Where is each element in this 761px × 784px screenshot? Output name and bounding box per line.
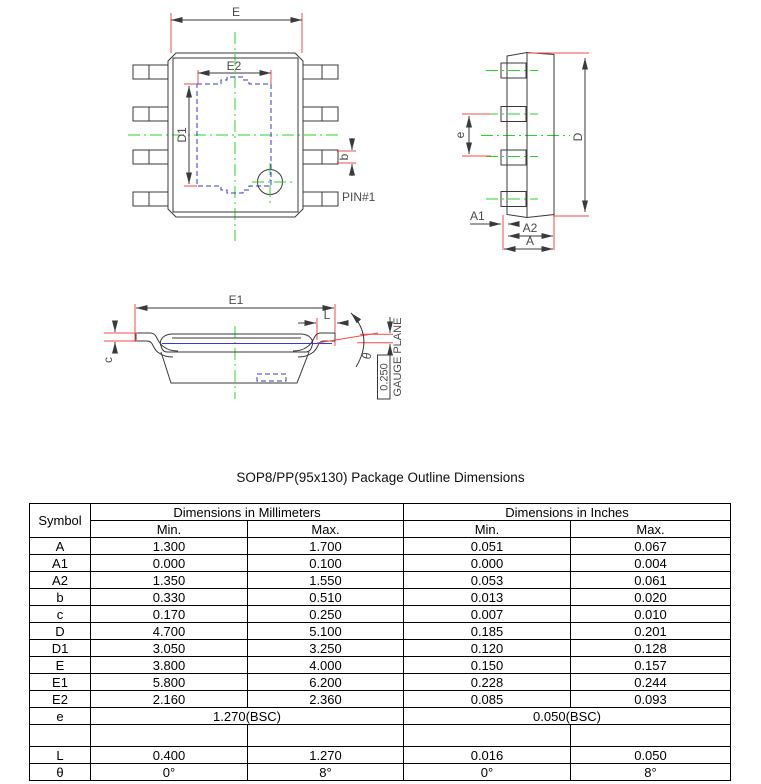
cell-mm-min: 1.350 bbox=[91, 572, 248, 589]
cell-symbol: L bbox=[30, 747, 91, 764]
cell-symbol: E bbox=[30, 657, 91, 674]
cell-empty bbox=[404, 725, 571, 747]
dimensions-table bbox=[29, 503, 731, 781]
cell-in-max: 0.004 bbox=[571, 555, 731, 572]
table-row bbox=[30, 674, 731, 691]
cell-mm-min: 0.400 bbox=[91, 747, 248, 764]
table-row bbox=[30, 589, 731, 606]
cell-symbol: b bbox=[30, 589, 91, 606]
dim-label-e2: E2 bbox=[226, 59, 242, 73]
dim-label-a2: A2 bbox=[522, 221, 538, 235]
cell-mm-min: 2.160 bbox=[91, 691, 248, 708]
table-row bbox=[30, 538, 731, 555]
e-extension-lines bbox=[171, 13, 302, 53]
cell-in-max: 0.061 bbox=[571, 572, 731, 589]
table-row bbox=[30, 640, 731, 657]
table-row bbox=[30, 623, 731, 640]
cell-symbol: e bbox=[30, 708, 91, 725]
header-mm-group: Dimensions in Millimeters bbox=[91, 504, 404, 521]
cell-symbol: D bbox=[30, 623, 91, 640]
dim-label-e1: E1 bbox=[228, 293, 244, 307]
header-in-min: Min. bbox=[404, 521, 571, 538]
header-mm-min: Min. bbox=[91, 521, 248, 538]
table-row bbox=[30, 764, 731, 781]
pin1-label: PIN#1 bbox=[342, 190, 376, 204]
cell-symbol: θ bbox=[30, 764, 91, 781]
cell-mm-max: 1.550 bbox=[248, 572, 404, 589]
cell-symbol: A bbox=[30, 538, 91, 555]
front-view bbox=[101, 293, 404, 399]
cell-empty bbox=[30, 725, 91, 747]
cell-in-min: 0.016 bbox=[404, 747, 571, 764]
table-row bbox=[30, 657, 731, 674]
cell-mm-min: 3.800 bbox=[91, 657, 248, 674]
cell-in-min: 0.120 bbox=[404, 640, 571, 657]
cell-mm-min: 5.800 bbox=[91, 674, 248, 691]
table-row bbox=[30, 691, 731, 708]
cell-mm-max: 0.100 bbox=[248, 555, 404, 572]
cell-mm-min: 4.700 bbox=[91, 623, 248, 640]
dim-label-theta: θ bbox=[360, 352, 374, 360]
table-header-row-groups bbox=[30, 504, 731, 521]
cell-in-min: 0.228 bbox=[404, 674, 571, 691]
cell-mm-min: 0.000 bbox=[91, 555, 248, 572]
c-extension-lines bbox=[104, 333, 137, 341]
cell-in-max: 0.201 bbox=[571, 623, 731, 640]
header-in-max: Max. bbox=[571, 521, 731, 538]
table-row-spacer bbox=[30, 725, 731, 747]
cell-mm-min: 0.170 bbox=[91, 606, 248, 623]
header-mm-max: Max. bbox=[248, 521, 404, 538]
cell-mm-max: 3.250 bbox=[248, 640, 404, 657]
cell-in-bsc: 0.050(BSC) bbox=[404, 708, 731, 725]
header-symbol: Symbol bbox=[30, 504, 91, 538]
table-row bbox=[30, 555, 731, 572]
cell-mm-min: 0.330 bbox=[91, 589, 248, 606]
dim-label-b: b bbox=[337, 153, 351, 161]
front-body bbox=[160, 334, 312, 383]
cell-in-max: 0.157 bbox=[571, 657, 731, 674]
dim-label-e: E bbox=[231, 5, 241, 19]
cell-mm-max: 5.100 bbox=[248, 623, 404, 640]
cell-in-max: 0.010 bbox=[571, 606, 731, 623]
cell-empty bbox=[248, 725, 404, 747]
table-header-row-minmax bbox=[30, 521, 731, 538]
cell-in-max: 0.050 bbox=[571, 747, 731, 764]
cell-symbol: A2 bbox=[30, 572, 91, 589]
cell-in-min: 0° bbox=[404, 764, 571, 781]
cell-in-min: 0.085 bbox=[404, 691, 571, 708]
side-leads bbox=[501, 63, 526, 207]
cell-mm-bsc: 1.270(BSC) bbox=[91, 708, 404, 725]
table-row-e bbox=[30, 708, 731, 725]
cell-mm-max: 2.360 bbox=[248, 691, 404, 708]
dim-label-a1: A1 bbox=[470, 209, 485, 223]
cell-mm-max: 1.270 bbox=[248, 747, 404, 764]
cell-mm-max: 8° bbox=[248, 764, 404, 781]
cell-symbol: E1 bbox=[30, 674, 91, 691]
dim-label-a: A bbox=[525, 234, 535, 248]
cell-mm-max: 0.510 bbox=[248, 589, 404, 606]
cell-in-min: 0.053 bbox=[404, 572, 571, 589]
bottom-pad-mark bbox=[257, 374, 286, 381]
dim-label-l: L bbox=[323, 308, 331, 322]
gauge-plane-label: GAUGE PLANE bbox=[392, 317, 404, 397]
table-row bbox=[30, 572, 731, 589]
cell-in-min: 0.150 bbox=[404, 657, 571, 674]
side-view bbox=[453, 53, 589, 251]
cell-in-max: 0.020 bbox=[571, 589, 731, 606]
cell-symbol: D1 bbox=[30, 640, 91, 657]
cell-symbol: A1 bbox=[30, 555, 91, 572]
top-view bbox=[128, 5, 376, 241]
e1-extension-lines bbox=[135, 304, 335, 346]
cell-empty bbox=[91, 725, 248, 747]
table-row bbox=[30, 606, 731, 623]
cell-mm-max: 0.250 bbox=[248, 606, 404, 623]
cell-mm-max: 1.700 bbox=[248, 538, 404, 555]
cell-in-min: 0.051 bbox=[404, 538, 571, 555]
cell-mm-min: 0° bbox=[91, 764, 248, 781]
cell-symbol: E2 bbox=[30, 691, 91, 708]
dim-label-d1: D1 bbox=[175, 127, 189, 143]
cell-in-min: 0.007 bbox=[404, 606, 571, 623]
page-title: SOP8/PP(95x130) Package Outline Dimensions bbox=[236, 470, 525, 485]
cell-mm-max: 4.000 bbox=[248, 657, 404, 674]
cell-in-max: 0.128 bbox=[571, 640, 731, 657]
cell-in-max: 0.067 bbox=[571, 538, 731, 555]
gauge-value-label: 0.250 bbox=[378, 363, 391, 391]
cell-in-min: 0.000 bbox=[404, 555, 571, 572]
cell-empty bbox=[571, 725, 731, 747]
cell-mm-min: 1.300 bbox=[91, 538, 248, 555]
cell-in-max: 0.093 bbox=[571, 691, 731, 708]
cell-in-min: 0.013 bbox=[404, 589, 571, 606]
cell-mm-max: 6.200 bbox=[248, 674, 404, 691]
cell-in-min: 0.185 bbox=[404, 623, 571, 640]
dim-label-pitch-e: e bbox=[453, 131, 467, 139]
cell-symbol: c bbox=[30, 606, 91, 623]
cell-mm-min: 3.050 bbox=[91, 640, 248, 657]
dim-label-d: D bbox=[571, 132, 585, 142]
dim-label-c: c bbox=[101, 357, 115, 363]
header-inch-group: Dimensions in Inches bbox=[404, 504, 731, 521]
cell-in-max: 8° bbox=[571, 764, 731, 781]
cell-in-max: 0.244 bbox=[571, 674, 731, 691]
table-row bbox=[30, 747, 731, 764]
